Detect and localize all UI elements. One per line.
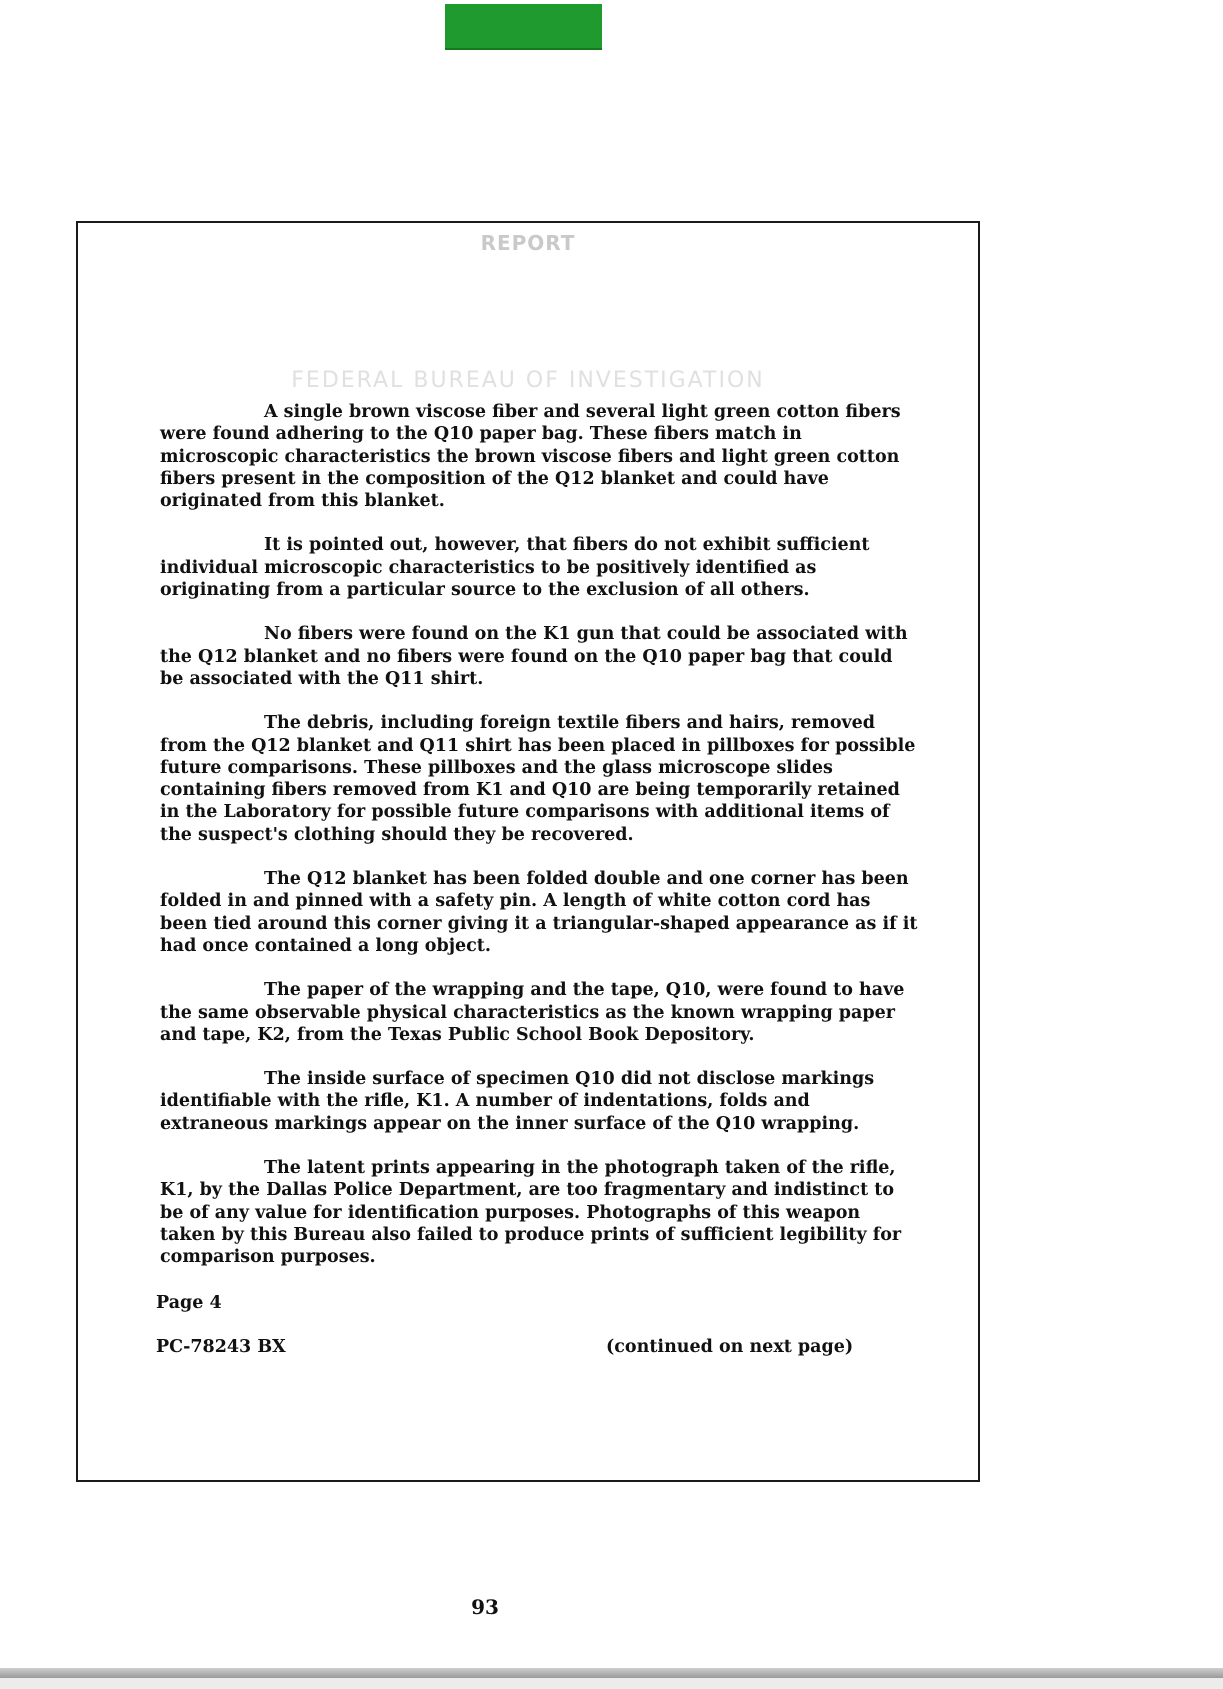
paragraph-fiber-identification: It is pointed out, however, that fibers do not exhibit sufficient individual microscopic characteristics to be positively identified as originating from a particular source to the exclusion of all others. [160,535,870,601]
page-bottom-shadow [0,1678,1223,1689]
paragraph-inside-surface: The inside surface of specimen Q10 did not disclose markings identifiable with the rifle, K1. A number of indentations, folds and extraneous markings appear on the inner surface of the Q10 wrapping. [160,1069,875,1134]
paragraph-no-fibers: No fibers were found on the K1 gun that could be associated with the Q12 blanket and no fibers were found on the Q10 paper bag that could be associated with the Q11 shirt. [160,624,908,689]
paragraph-latent-prints: The latent prints appearing in the photograph taken of the rifle, K1, by the Dallas Police Department, are too fragmentary and indistinct to be of any value for identification purposes. Photographs of this weapon taken by this Bureau also failed to produce prints of sufficient legibility for comparison purposes. [160,1158,902,1268]
report-body [160,401,920,1291]
page-bottom-edge [0,1668,1223,1678]
bleed-through-bureau-heading: FEDERAL BUREAU OF INVESTIGATION [291,368,765,393]
green-tab-marker [445,4,602,50]
continued-note: (continued on next page) [606,1337,854,1357]
paragraph-debris: The debris, including foreign textile fibers and hairs, removed from the Q12 blanket and Q11 shirt has been placed in pillboxes for possible future comparisons. These pillboxes and the glass microscope slides containing fibers removed from K1 and Q10 are being temporarily retained in the Laboratory for possible future comparisons with additional items of the suspect's clothing should they be recovered. [160,713,916,845]
page-label: Page 4 [156,1293,222,1313]
bleed-through-report-heading: REPORT [480,231,576,255]
page-number: 93 [471,1595,499,1619]
paragraph-wrapping-paper: The paper of the wrapping and the tape, Q10, were found to have the same observable physical characteristics as the known wrapping paper and tape, K2, from the Texas Public School Book Depository. [160,980,905,1045]
paragraph-fibers-q10: A single brown viscose fiber and several light green cotton fibers were found adhering to the Q10 paper bag. These fibers match in microscopic characteristics the brown viscose fibers and light green cotton fibers present in the composition of the Q12 blanket and could have originated from this blanket. [160,402,901,512]
file-reference: PC-78243 BX [156,1337,286,1357]
paragraph-blanket-folded: The Q12 blanket has been folded double and one corner has been folded in and pinned with a safety pin. A length of white cotton cord has been tied around this corner giving it a triangular-shaped appearance as if it had once contained a long object. [160,869,918,956]
